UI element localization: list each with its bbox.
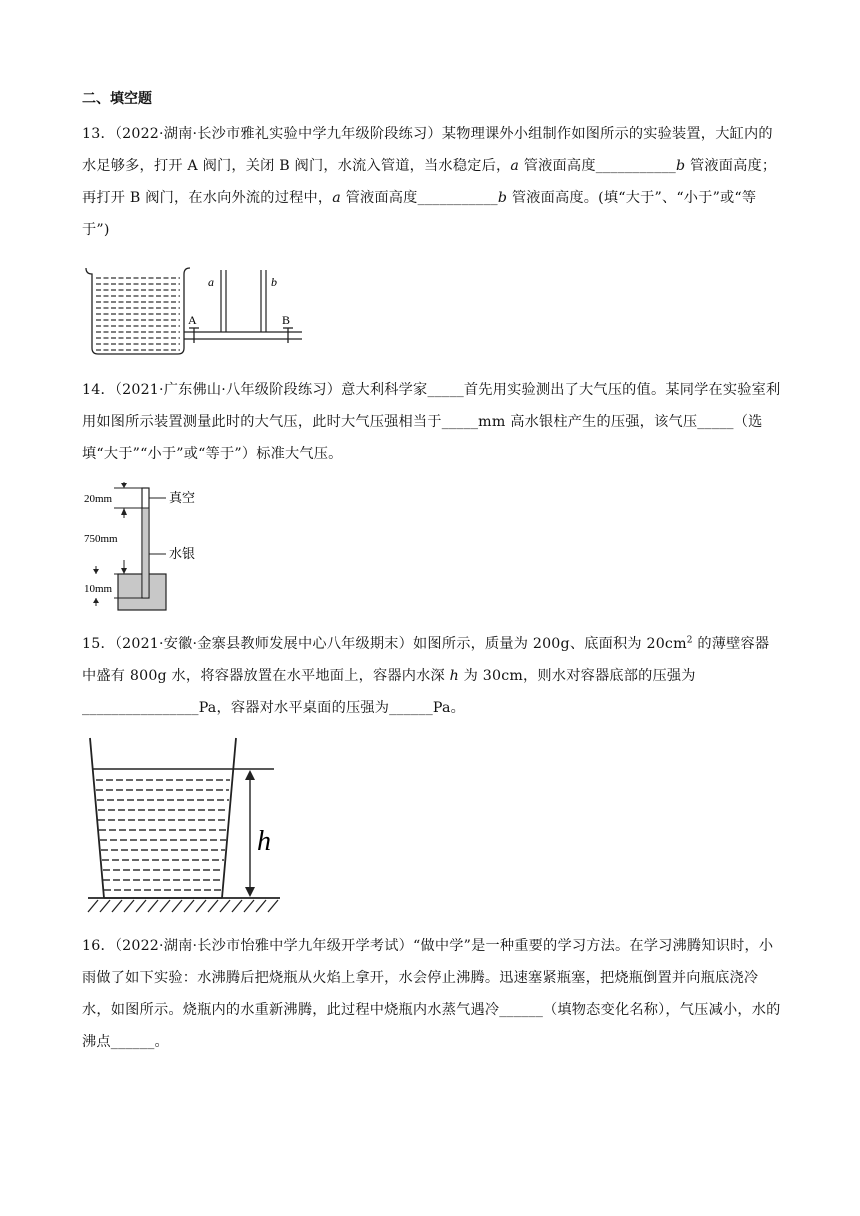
valve-a-label: A (188, 313, 197, 327)
answer-blank[interactable]: _____ (697, 414, 734, 430)
question-text: “做中学”是一种重要的学习方法。在学习沸腾知识时，小雨做了如下实验：水沸腾后把烧瓶从火焰上拿开，水会停止沸腾。迅速塞紧瓶塞，把烧瓶倒置并向瓶底浇冷水，如图所示。烧瓶内的水重新沸腾，此过程中烧瓶内水蒸气遇冷 (82, 938, 774, 1018)
question-text: 首先用实验测出了大气压的值。某同学在实验室利用如图所示装置测量此时的大气压，此时大气压强相当于 (82, 382, 781, 430)
question-text: （选填“大于”“小于”或“等于”）标准大气压。 (82, 414, 763, 462)
label-20mm: 20mm (84, 493, 113, 505)
pipe-label-a: a (332, 190, 341, 206)
depth-symbol: h (449, 668, 459, 684)
question-text: 管液面高度 (340, 190, 418, 206)
question-15 (82, 628, 782, 724)
tube-b-label: b (271, 275, 277, 289)
question-text: 某物理课外小组制作如图所示的实验装置，大缸内的水足够多，打开 A 阀门，关闭 B 阀门，水流入管道，当水稳定后， (82, 126, 773, 174)
question-text: （填物态变化名称），气压减小，水的沸点 (82, 1002, 781, 1050)
connected-vessel-figure (84, 262, 314, 358)
superscript: 2 (686, 635, 693, 646)
question-source: （2021·广东佛山·八年级阶段练习） (114, 382, 342, 398)
question-number: 13． (82, 126, 115, 142)
tube-a-label: a (208, 275, 214, 289)
answer-blank[interactable]: ______ (110, 1034, 155, 1050)
question-text: Pa。 (432, 700, 466, 716)
height-label-h: h (257, 826, 271, 857)
question-number: 15． (82, 636, 115, 652)
question-text: 如图所示，质量为 200g、底面积为 20cm (413, 636, 687, 652)
valve-b-label: B (282, 313, 291, 327)
label-750mm: 750mm (84, 533, 118, 545)
pipe-label-b: b (675, 158, 686, 174)
question-number: 14． (82, 382, 115, 398)
question-text: 管液面高度；再打开 B 阀门，在水向外流的过程中， (82, 158, 777, 206)
question-16 (82, 930, 782, 1058)
question-number: 16． (82, 938, 115, 954)
question-text: 为 30cm，则水对容器底部的压强为 (458, 668, 696, 684)
label-vacuum: 真空 (169, 490, 196, 505)
question-text: 。 (154, 1034, 169, 1050)
question-text: 的薄壁容器中盛有 800g 水，将容器放置在水平地面上，容器内水深 (82, 636, 770, 684)
section-title: 二、填空题 (82, 91, 152, 107)
question-text: mm 高水银柱产生的压强，该气压 (478, 414, 698, 430)
container-figure (86, 736, 282, 916)
question-text: Pa，容器对水平桌面的压强为 (198, 700, 390, 716)
question-source: （2022·湖南·长沙市怡雅中学九年级开学考试） (114, 938, 414, 954)
answer-blank[interactable]: ______ (389, 700, 433, 716)
question-13 (82, 118, 782, 246)
question-source: （2022·湖南·长沙市雅礼实验中学九年级阶段练习） (114, 126, 442, 142)
pipe-label-b: b (497, 190, 508, 206)
connected-vessel-diagram (84, 262, 314, 358)
torricelli-diagram (84, 482, 244, 616)
pipe-label-a: a (510, 158, 520, 174)
answer-blank[interactable]: ________________ (82, 700, 199, 716)
question-text: 管液面高度。(填“大于”、“小于”或“等于”) (82, 190, 757, 238)
question-14 (82, 374, 782, 470)
answer-blank[interactable]: _____ (441, 414, 479, 430)
torricelli-figure (84, 482, 244, 616)
answer-blank[interactable]: ___________ (417, 190, 498, 206)
label-mercury: 水银 (169, 546, 196, 561)
question-text: 意大利科学家 (341, 382, 428, 398)
answer-blank[interactable]: _____ (427, 382, 464, 398)
answer-blank[interactable]: ___________ (595, 158, 676, 174)
label-10mm: 10mm (84, 583, 113, 595)
question-source: （2021·安徽·金寨县教师发展中心八年级期末） (114, 636, 414, 652)
container-diagram (86, 736, 282, 916)
question-text: 管液面高度 (519, 158, 596, 174)
answer-blank[interactable]: ______ (499, 1002, 544, 1018)
